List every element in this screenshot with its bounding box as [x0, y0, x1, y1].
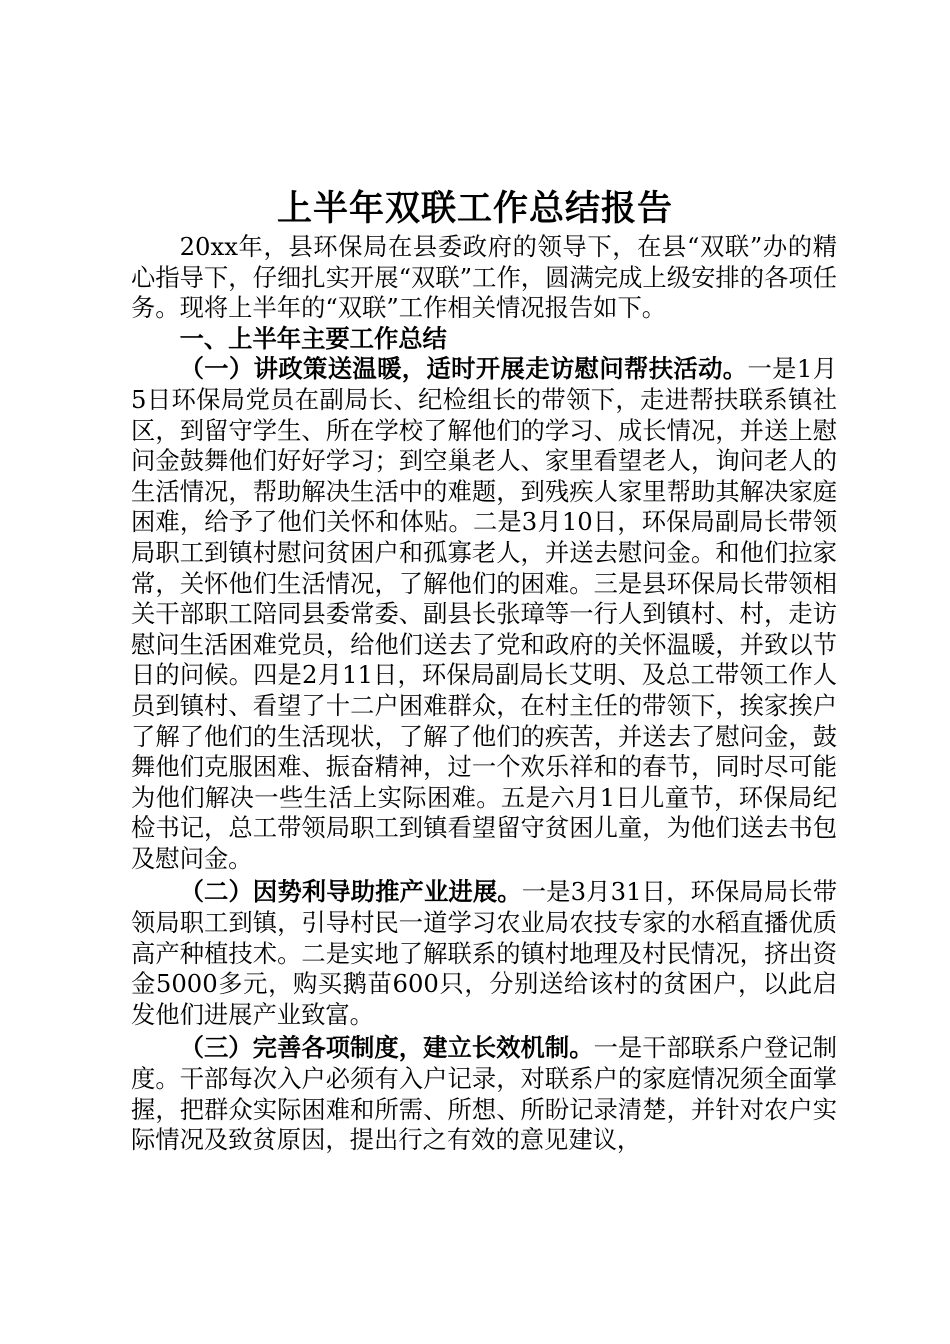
- section-1-lead: （一）讲政策送温暖，适时开展走访慰问帮扶活动。: [179, 354, 748, 384]
- section-2-lead: （二）因势利导助推产业进展。: [179, 877, 522, 907]
- section-3-paragraph: [131, 1033, 837, 1155]
- section-3-lead: （三）完善各项制度，建立长效机制。: [179, 1033, 594, 1063]
- section-heading-1: 一、上半年主要工作总结: [179, 323, 447, 353]
- section-3-text: 一是干部联系户登记制度。干部每次入户必须有入户记录，对联系户的家庭情况须全面掌握，把群众实际困难和所需、所想、所盼记录清楚，并针对农户实际情况及致贫原因，提出行之有效的意见建议，: [131, 1033, 838, 1155]
- document-title: 上半年双联工作总结报告: [276, 188, 673, 229]
- intro-paragraph: 20xx年，县环保局在县委政府的领导下，在县“双联”办的精心指导下，仔细扎实开展“双联”工作，圆满完成上级安排的各项任务。现将上半年的“双联”工作相关情况报告如下。: [131, 232, 837, 323]
- section-1-text: 一是1月5日环保局党员在副局长、纪检组长的带领下，走进帮扶联系镇社区，到留守学生、所在学校了解他们的学习、成长情况，并送上慰问金鼓舞他们好好学习；到空巢老人、家里看望老人，询问老人的生活情况，帮助解决生活中的难题，到残疾人家里帮助其解决家庭困难，给予了他们关怀和体贴。二是3月10日，环保局副局长带领局职工到镇村慰问贫困户和孤寡老人，并送去慰问金。和他们拉家常，关怀他们生活情况，了解他们的困难。三是县环保局长带领相关干部职工陪同县委常委、副县长张璋等一行人到镇村、村，走访慰问生活困难党员，给他们送去了党和政府的关怀温暖，并致以节日的问候。四是2月11日，环保局副局长艾明、及总工带领工作人员到镇村、看望了十二户困难群众，在村主任的带领下，挨家挨户了解了他们的生活现状，了解了他们的疾苦，并送去了慰问金，鼓舞他们克服困难、振奋精神，过一个欢乐祥和的春节，同时尽可能为他们解决一些生活上实际困难。五是六月1日儿童节，环保局纪检书记，总工带领局职工到镇看望留守贫困儿童，为他们送去书包及慰问金。: [131, 354, 837, 873]
- section-2-text: 一是3月31日，环保局局长带领局职工到镇，引导村民一道学习农业局农技专家的水稻直播优质高产种植技术。二是实地了解联系的镇村地理及村民情况，挤出资金5000多元，购买鹅苗600只，分别送给该村的贫困户，以此启发他们进展产业致富。: [131, 877, 838, 1029]
- section-1-paragraph: [131, 354, 837, 874]
- section-2-paragraph: [131, 877, 837, 1030]
- document-body: [131, 232, 837, 1156]
